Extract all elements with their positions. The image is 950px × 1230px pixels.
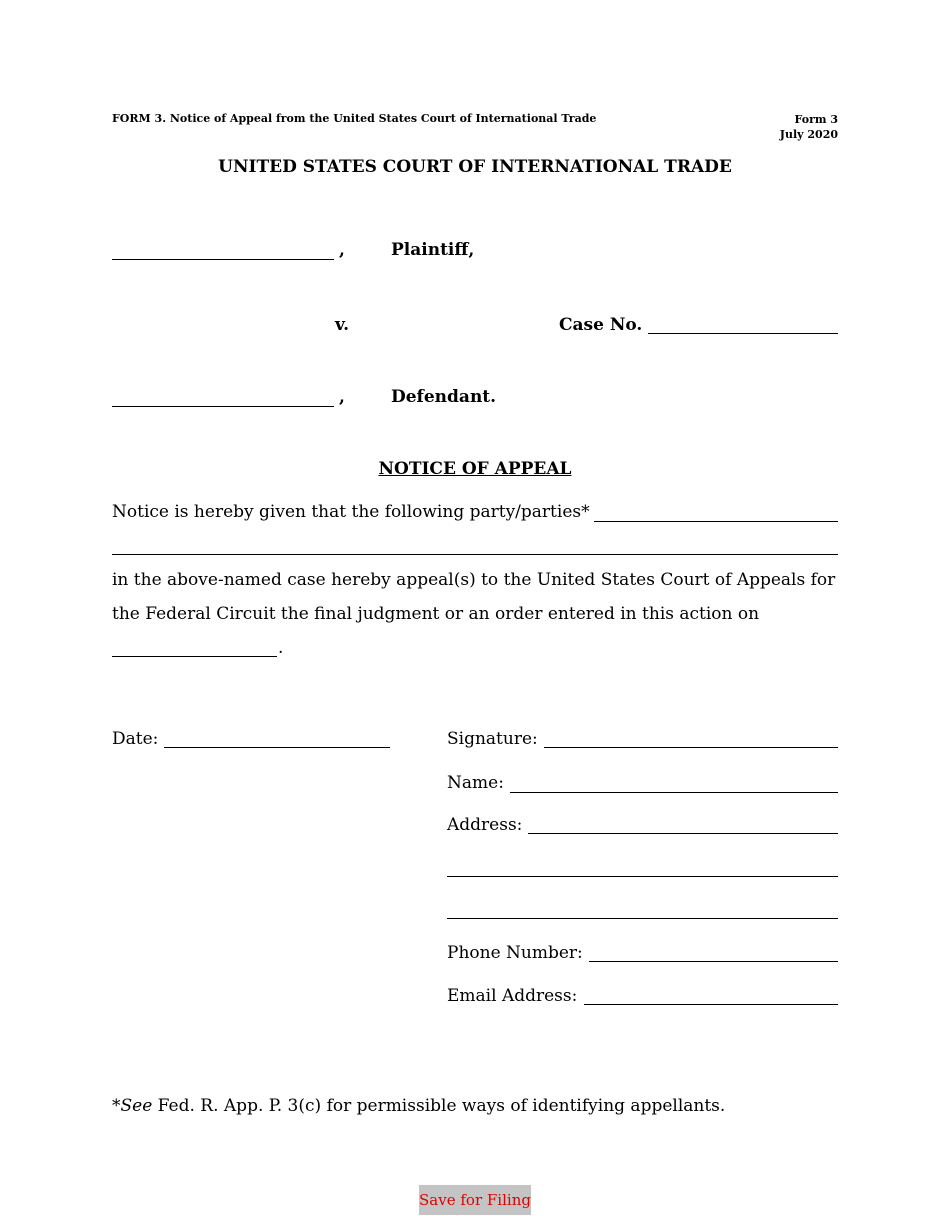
signature-label: Signature: [447, 729, 538, 749]
footnote [112, 1096, 725, 1116]
appellant-line-continued [112, 554, 838, 555]
phone-label: Phone Number: [447, 943, 583, 963]
email-line [584, 1004, 838, 1005]
footnote-asterisk: * [112, 1096, 121, 1116]
address-field-3[interactable] [447, 895, 838, 919]
address-field-2[interactable] [447, 853, 838, 877]
case-number-label: Case No. [559, 315, 643, 335]
address-input-3[interactable] [447, 895, 838, 919]
email-input[interactable] [584, 981, 838, 1005]
defendant-label: Defendant. [391, 387, 497, 407]
case-number-field[interactable] [648, 310, 838, 334]
appellant-input[interactable] [594, 498, 838, 522]
defendant-comma: , [339, 387, 345, 407]
plaintiff-label: Plaintiff, [391, 240, 475, 260]
judgment-date-input[interactable] [112, 633, 277, 657]
defendant-field[interactable] [112, 383, 334, 407]
judgment-date-field[interactable] [112, 633, 277, 657]
address-line-2 [447, 876, 838, 877]
appellant-input-continued[interactable] [112, 531, 838, 555]
form-header-title: FORM 3. Notice of Appeal from the United States Court of International Trade [112, 112, 597, 125]
plaintiff-input[interactable] [112, 236, 334, 260]
court-title: UNITED STATES COURT OF INTERNATIONAL TRADE [218, 157, 732, 177]
name-field[interactable] [510, 769, 838, 793]
footnote-text: Fed. R. App. P. 3(c) for permissible ways of identifying appellants. [152, 1096, 726, 1116]
phone-field[interactable] [589, 938, 838, 962]
address-label: Address: [447, 815, 523, 835]
defendant-input[interactable] [112, 383, 334, 407]
plaintiff-comma: , [339, 240, 345, 260]
form-number: Form 3 [794, 113, 838, 126]
address-input-1[interactable] [528, 810, 838, 834]
address-field-1[interactable] [528, 810, 838, 834]
date-input[interactable] [164, 724, 390, 748]
name-label: Name: [447, 773, 504, 793]
plaintiff-line [112, 259, 334, 260]
phone-line [589, 961, 838, 962]
email-field[interactable] [584, 981, 838, 1005]
form-date: July 2020 [779, 128, 838, 141]
address-line-3 [447, 918, 838, 919]
case-number-line [648, 333, 838, 334]
address-line-1 [528, 833, 838, 834]
notice-line-2: in the above-named case hereby appeal(s) to the United States Court of Appeals for [112, 570, 836, 590]
phone-input[interactable] [589, 938, 838, 962]
notice-line-1: Notice is hereby given that the following party/parties* [112, 502, 590, 522]
footnote-see: See [120, 1096, 153, 1116]
judgment-date-period: . [278, 638, 284, 658]
notice-line-3: the Federal Circuit the final judgment or an order entered in this action on [112, 604, 760, 624]
appellant-field-continued[interactable] [112, 531, 838, 555]
date-line [164, 747, 390, 748]
versus-label: v. [335, 315, 350, 335]
signature-line [544, 747, 838, 748]
email-label: Email Address: [447, 986, 578, 1006]
name-input[interactable] [510, 769, 838, 793]
appellant-line [594, 521, 838, 522]
name-line [510, 792, 838, 793]
judgment-date-line [112, 656, 277, 657]
signature-field[interactable] [544, 724, 838, 748]
defendant-line [112, 406, 334, 407]
form-header-id [780, 112, 838, 142]
case-number-input[interactable] [648, 310, 838, 334]
address-input-2[interactable] [447, 853, 838, 877]
save-for-filing-button[interactable]: Save for Filing [419, 1185, 531, 1215]
appellant-field[interactable] [594, 498, 838, 522]
date-label: Date: [112, 729, 159, 749]
plaintiff-field[interactable] [112, 236, 334, 260]
signature-input[interactable] [544, 724, 838, 748]
date-field[interactable] [164, 724, 390, 748]
notice-title: NOTICE OF APPEAL [378, 459, 572, 479]
